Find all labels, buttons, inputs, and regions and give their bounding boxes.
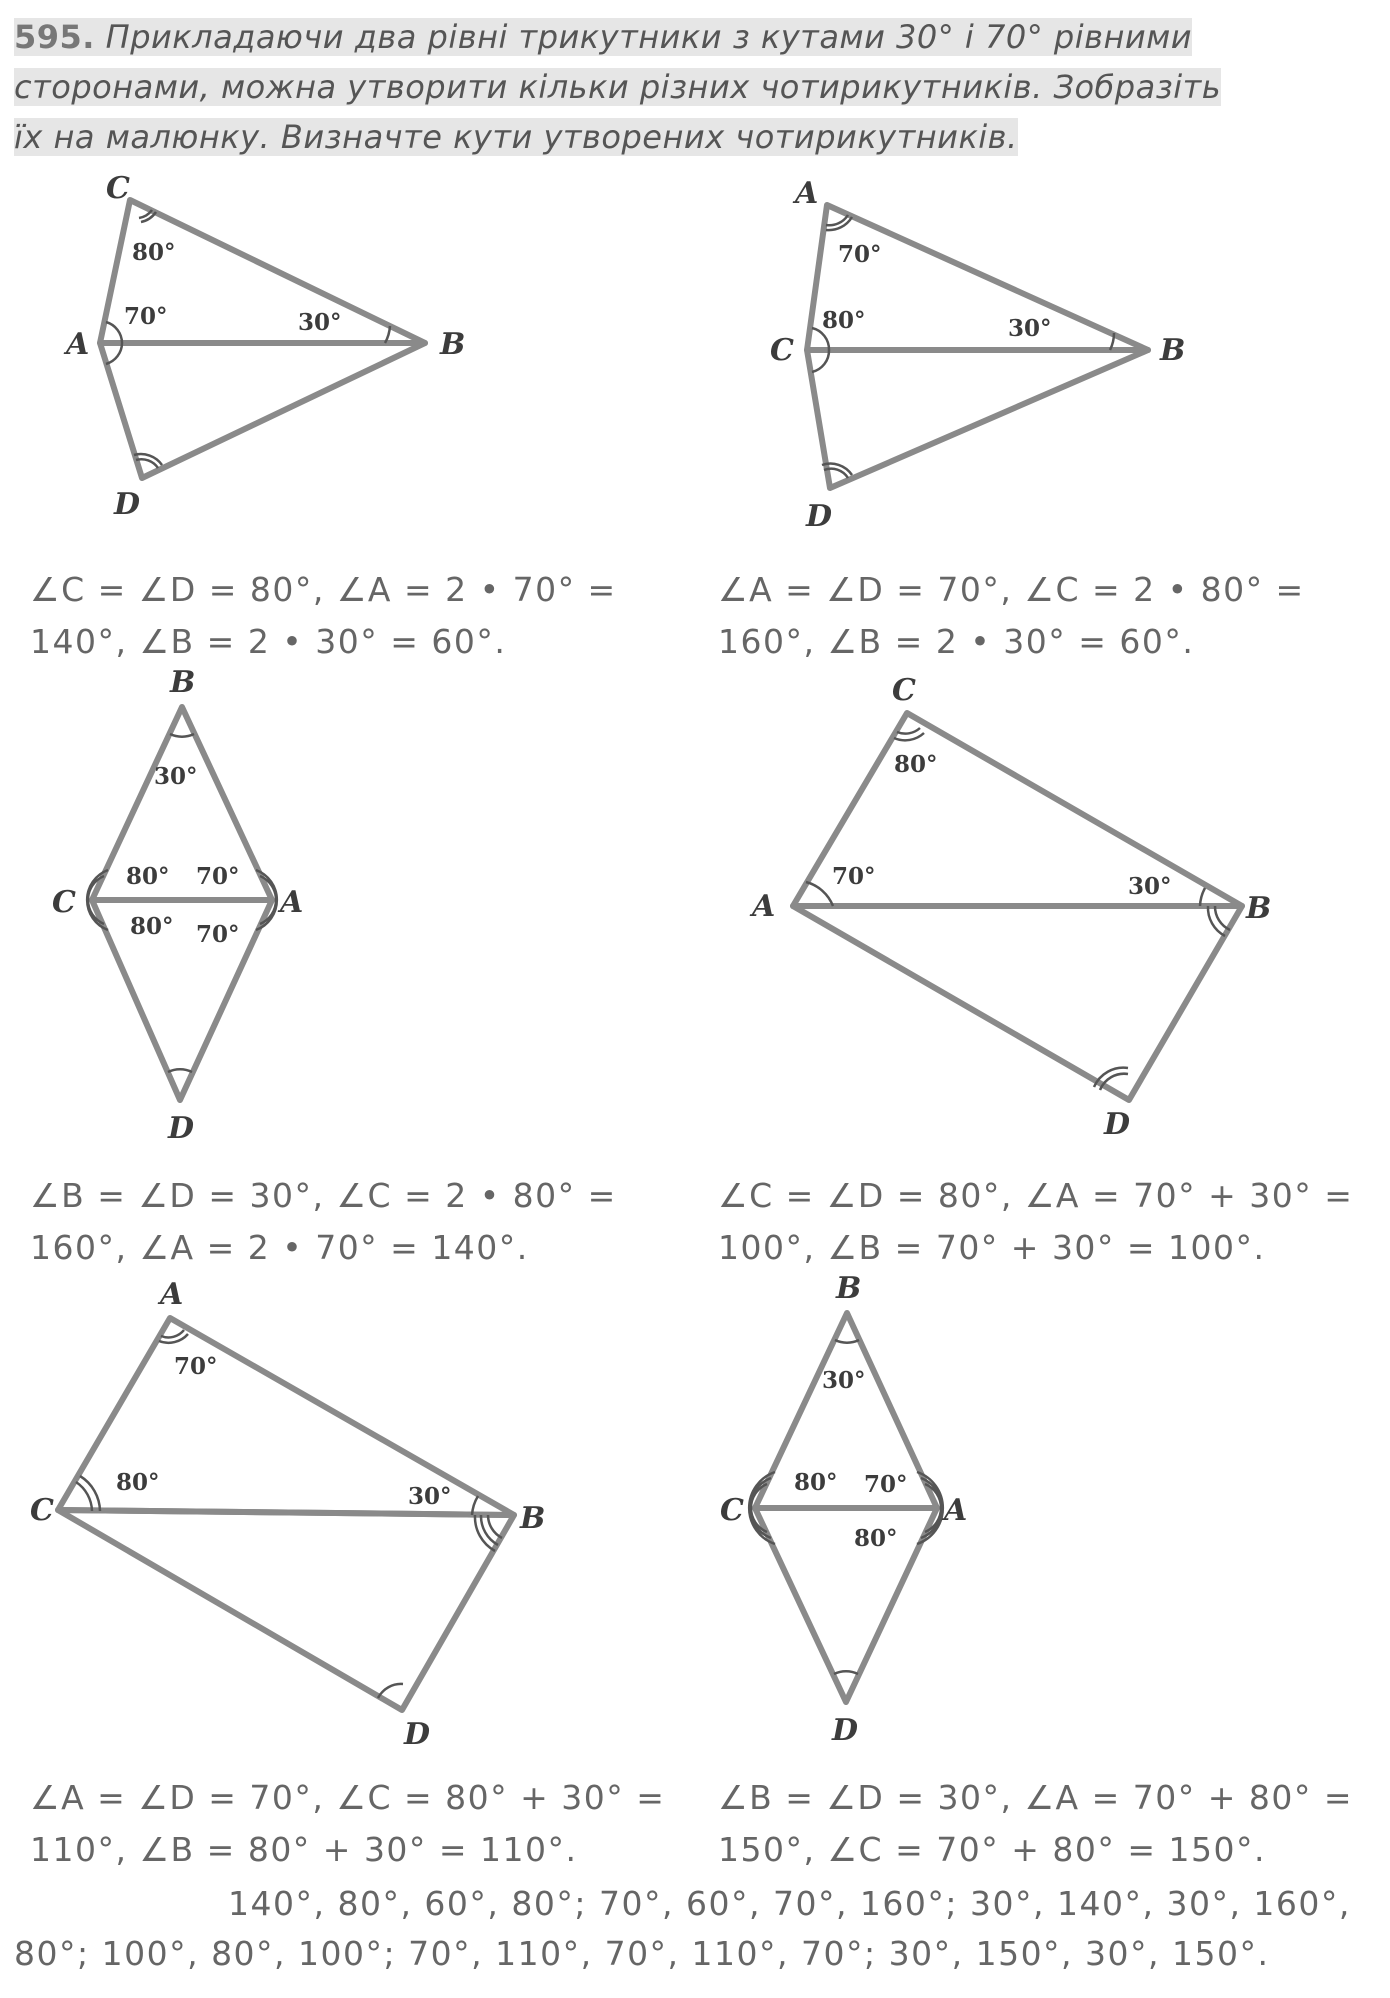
- figure-5-arc-c: [76, 1482, 92, 1511]
- figure-3-angle-a-top: 70°: [196, 863, 240, 890]
- figure-3-arc-d: [168, 1069, 192, 1072]
- figure-3-vertex-d: D: [168, 1111, 195, 1146]
- problem-text-line-2: сторонами, можна утворити кільки різних чотирикутників. Зобразіть: [14, 68, 1222, 106]
- problem-text-line-1: Прикладаючи два рівні трикутники з кутами 30° і 70° рівними: [105, 18, 1193, 56]
- answer-2: [718, 564, 1305, 668]
- figure-2-triangle-bottom: [807, 350, 1148, 488]
- figure-4-triangle-bottom: [793, 906, 1242, 1100]
- figure-1-vertex-a: A: [66, 327, 90, 362]
- figure-4-angle-c: 80°: [894, 751, 938, 778]
- figure-1-angle-a: 70°: [124, 303, 168, 330]
- answer-1-line-2: 140°, ∠B = 2 • 30° = 60°.: [30, 622, 507, 661]
- figure-5-vertex-b: B: [520, 1501, 546, 1536]
- answer-4: [718, 1170, 1353, 1274]
- figure-4-parallelogram: [749, 673, 1271, 1142]
- figure-2-vertex-a: A: [795, 176, 819, 211]
- figure-4-vertex-d: D: [1104, 1107, 1131, 1142]
- figure-3-vertex-b: B: [170, 665, 196, 700]
- figure-4-vertex-b: B: [1246, 891, 1272, 926]
- answer-5-line-1: ∠A = ∠D = 70°, ∠C = 80° + 30° =: [30, 1778, 666, 1817]
- figure-1-vertex-c: C: [106, 171, 130, 206]
- figure-6-vertex-b: B: [836, 1271, 862, 1306]
- figure-1-angle-b: 30°: [298, 309, 342, 336]
- figure-5-parallelogram: [30, 1277, 545, 1752]
- problem-text-line-3: їх на малюнку. Визначте кути утворених чотирикутників.: [14, 118, 1018, 156]
- figure-1-vertex-b: B: [440, 327, 466, 362]
- figure-3-angle-c-bottom: 80°: [130, 913, 174, 940]
- figure-2-angle-c: 80°: [822, 307, 866, 334]
- figure-2-vertex-d: D: [806, 499, 833, 534]
- figure-5-triangle-bottom: [58, 1510, 514, 1710]
- figure-6-arc-b: [835, 1340, 859, 1343]
- figure-5-arc-c-2: [80, 1476, 100, 1511]
- figure-1-kite: [63, 171, 465, 522]
- answer-5-line-2: 110°, ∠B = 80° + 30° = 110°.: [30, 1830, 578, 1869]
- figure-3-arc-b: [170, 734, 194, 737]
- figure-4-arc-a: [806, 882, 833, 906]
- figure-3-angle-c-top: 80°: [126, 863, 170, 890]
- figure-3-rhombus: [52, 665, 303, 1146]
- figure-1-vertex-d: D: [114, 487, 141, 522]
- figure-3-vertex-a: A: [280, 885, 304, 920]
- figure-6-vertex-c: C: [720, 1493, 744, 1528]
- answer-5: [30, 1772, 665, 1876]
- answer-6-line-1: ∠B = ∠D = 30°, ∠A = 70° + 80° =: [718, 1778, 1353, 1817]
- figure-4-vertex-c: C: [892, 673, 916, 708]
- answer-2-line-2: 160°, ∠B = 2 • 30° = 60°.: [718, 622, 1195, 661]
- figure-1-angle-c: 80°: [132, 239, 176, 266]
- figure-5-angle-b: 30°: [408, 1483, 452, 1510]
- answer-1-line-1: ∠C = ∠D = 80°, ∠A = 2 • 70° =: [30, 570, 617, 609]
- figure-2-vertex-b: B: [1160, 333, 1186, 368]
- figure-3-angle-b: 30°: [154, 763, 198, 790]
- figure-3-angle-a-bottom: 70°: [196, 921, 240, 948]
- figure-1-triangle-bottom: [100, 343, 425, 478]
- figure-6-angle-b: 30°: [822, 1367, 866, 1394]
- answer-3: [30, 1170, 617, 1274]
- figure-2-vertex-c: C: [770, 333, 794, 368]
- figure-2-angle-b: 30°: [1008, 315, 1052, 342]
- answer-1: [30, 564, 617, 668]
- figure-6-triangle-bottom: [755, 1508, 937, 1702]
- figure-2-kite: [770, 176, 1185, 534]
- figure-1-arc-a: [106, 322, 122, 343]
- figure-4-angle-b: 30°: [1128, 873, 1172, 900]
- figure-5-angle-a: 70°: [174, 1353, 218, 1380]
- figure-6-angle-a-bottom: 80°: [854, 1525, 898, 1552]
- figure-5-vertex-d: D: [404, 1717, 431, 1752]
- figure-3-vertex-c: C: [52, 885, 76, 920]
- answer-4-line-1: ∠C = ∠D = 80°, ∠A = 70° + 30° =: [718, 1176, 1354, 1215]
- figure-6-angle-c: 80°: [794, 1469, 838, 1496]
- figure-2-angle-a: 70°: [838, 241, 882, 268]
- answer-6-line-2: 150°, ∠C = 70° + 80° = 150°.: [718, 1830, 1266, 1869]
- answer-3-line-2: 160°, ∠A = 2 • 70° = 140°.: [30, 1228, 529, 1267]
- answer-4-line-2: 100°, ∠B = 70° + 30° = 100°.: [718, 1228, 1266, 1267]
- answer-6: [718, 1772, 1353, 1876]
- figure-6-angle-a-top: 70°: [864, 1471, 908, 1498]
- answer-2-line-1: ∠A = ∠D = 70°, ∠C = 2 • 80° =: [718, 570, 1305, 609]
- summary-line-1: 140°, 80°, 60°, 80°; 70°, 60°, 70°, 160°; 30°, 140°, 30°, 160°,: [228, 1884, 1351, 1923]
- figure-2-arc-c-2: [812, 350, 829, 372]
- summary-line-2: 80°; 100°, 80°, 100°; 70°, 110°, 70°, 110°, 70°; 30°, 150°, 30°, 150°.: [14, 1934, 1270, 1973]
- figure-6-arc-d: [834, 1671, 858, 1674]
- figure-4-vertex-a: A: [752, 889, 776, 924]
- figure-5-vertex-c: C: [30, 1493, 54, 1528]
- figure-5-vertex-a: A: [160, 1277, 184, 1312]
- answer-3-line-1: ∠B = ∠D = 30°, ∠C = 2 • 80° =: [30, 1176, 617, 1215]
- figure-6-vertex-d: D: [832, 1713, 859, 1748]
- figure-4-angle-a: 70°: [832, 863, 876, 890]
- problem-number: 595.: [14, 18, 95, 56]
- figure-5-angle-c: 80°: [116, 1469, 160, 1496]
- figure-6-vertex-a: A: [944, 1493, 968, 1528]
- figure-6-rhombus: [720, 1271, 967, 1748]
